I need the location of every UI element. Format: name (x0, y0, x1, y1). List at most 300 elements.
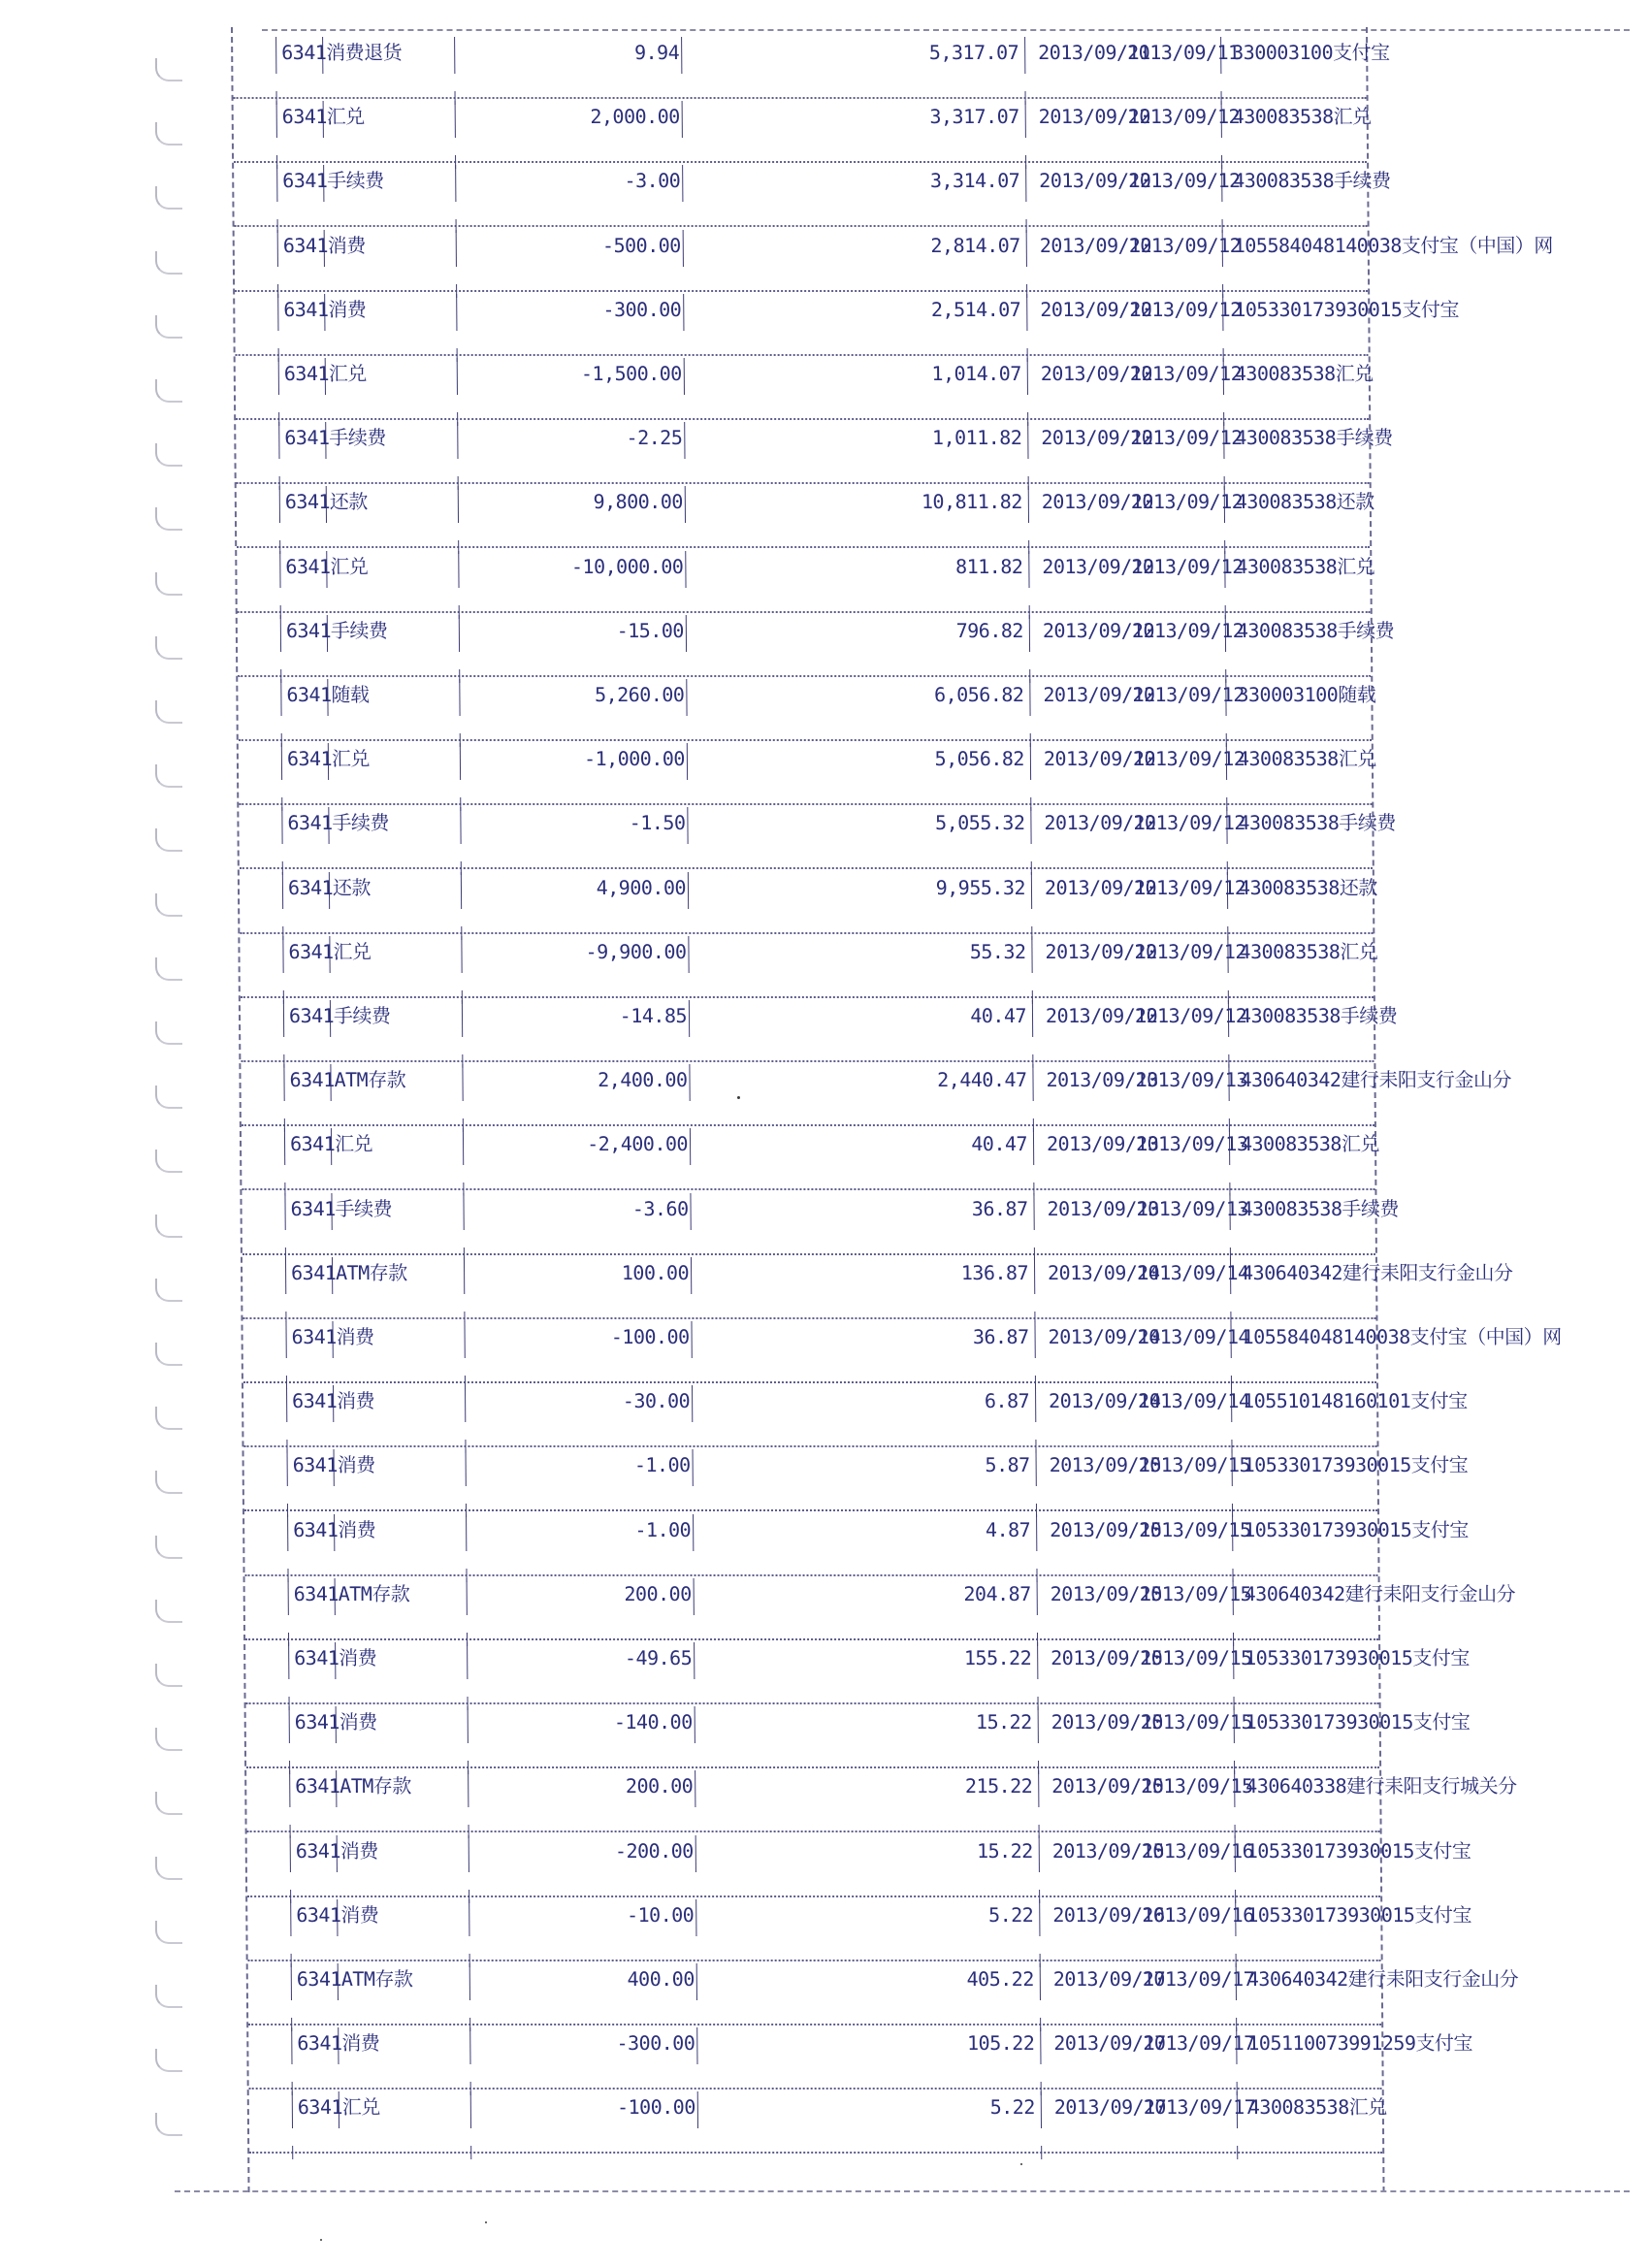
balance: 5.87 (985, 1453, 1030, 1477)
column-separator (284, 1193, 285, 1230)
ledger-row (235, 226, 1553, 292)
column-separator (1026, 230, 1027, 267)
amount: 4,900.00 (596, 875, 687, 899)
column-separator (282, 936, 283, 973)
amount: -3.60 (631, 1196, 689, 1220)
transaction-date: 2013/09/15 (1051, 1710, 1164, 1734)
posting-date: 2013/09/12 (1133, 875, 1246, 899)
account-code: 6341 (288, 1004, 335, 1027)
ledger-row (239, 803, 1396, 869)
balance: 136.87 (960, 1260, 1029, 1284)
balance: 10,811.82 (921, 490, 1022, 514)
amount: 200.00 (624, 1581, 692, 1605)
description: 430640342建行耒阳支行金山分 (1241, 1260, 1513, 1284)
transaction-type: 手续费 (329, 426, 386, 450)
account-code: 6341 (286, 683, 332, 706)
transaction-date: 2013/09/13 (1047, 1196, 1160, 1220)
ledger-row (248, 2024, 1473, 2090)
column-separator (1030, 807, 1031, 844)
column-separator (1027, 358, 1028, 395)
description: 430083538汇兑 (1237, 747, 1376, 771)
column-separator (289, 1770, 290, 1807)
amount: -1,500.00 (580, 362, 682, 385)
description: 105330173930015支付宝 (1246, 1902, 1472, 1927)
feed-hole (155, 122, 182, 146)
description: 430640342建行耒阳支行金山分 (1246, 1967, 1519, 1991)
transaction-type: 汇兑 (328, 362, 367, 385)
ledger-row (242, 1317, 1562, 1383)
amount: -2,400.00 (587, 1132, 689, 1156)
transaction-date: 2013/09/12 (1042, 618, 1155, 642)
column-separator (285, 1257, 286, 1294)
feed-hole (155, 1343, 182, 1366)
column-separator (1031, 872, 1032, 909)
amount: -1.00 (633, 1453, 691, 1477)
balance: 6.87 (984, 1389, 1030, 1413)
column-separator (682, 165, 683, 202)
posting-date: 2013/09/13 (1135, 1068, 1248, 1092)
transaction-date: 2013/09/14 (1049, 1389, 1161, 1413)
description: 430083538手续费 (1239, 1004, 1398, 1027)
feed-hole (155, 507, 182, 531)
description: 330003100随载 (1237, 683, 1376, 706)
description: 430640342建行耒阳支行金山分 (1240, 1068, 1511, 1092)
transaction-type: 还款 (329, 490, 368, 514)
transaction-type: 手续费 (332, 811, 390, 835)
account-code: 6341 (284, 490, 331, 514)
column-separator (281, 807, 282, 844)
column-separator (697, 2091, 698, 2128)
feed-hole (155, 186, 182, 210)
transaction-date: 2013/09/15 (1050, 1581, 1163, 1605)
account-code: 6341 (296, 1967, 342, 1991)
posting-date: 2013/09/15 (1140, 1646, 1252, 1669)
ledger-row (244, 1510, 1469, 1576)
amount: -1.00 (634, 1517, 692, 1541)
transaction-date: 2013/09/15 (1051, 1774, 1164, 1798)
feed-hole (155, 1150, 182, 1173)
column-separator (282, 872, 283, 909)
account-code: 6341 (291, 1325, 337, 1348)
column-separator (1034, 1321, 1035, 1358)
amount: 9.94 (633, 41, 680, 64)
amount: -100.00 (610, 1325, 690, 1348)
feed-hole (155, 828, 182, 852)
account-code: 6341 (283, 362, 330, 385)
posting-date: 2013/09/14 (1138, 1389, 1250, 1413)
column-separator (690, 1193, 691, 1230)
column-separator (284, 1128, 285, 1165)
column-separator (1032, 1064, 1033, 1101)
balance: 40.47 (971, 1132, 1028, 1156)
column-separator (280, 615, 281, 652)
ledger-row (246, 1702, 1471, 1768)
balance: 1,014.07 (931, 362, 1021, 385)
description: 430083538手续费 (1238, 811, 1396, 835)
balance: 2,814.07 (930, 233, 1020, 257)
transaction-type: 汇兑 (326, 105, 365, 129)
transaction-date: 2013/09/14 (1047, 1260, 1160, 1284)
balance: 5,055.32 (935, 811, 1025, 835)
transaction-date: 2013/09/14 (1048, 1325, 1161, 1348)
amount: -300.00 (602, 297, 682, 321)
column-separator (276, 101, 277, 138)
description: 330003100支付宝 (1232, 41, 1390, 64)
transaction-type: 汇兑 (333, 939, 372, 963)
description: 430083538手续费 (1235, 426, 1393, 450)
feed-hole (155, 379, 182, 403)
amount: 5,260.00 (594, 683, 685, 706)
column-separator (691, 1321, 692, 1358)
description: 430083538还款 (1235, 490, 1374, 514)
description: 105584048140038支付宝（中国）网 (1233, 233, 1553, 257)
column-separator (689, 1064, 690, 1101)
balance: 5,317.07 (928, 41, 1019, 64)
posting-date: 2013/09/12 (1128, 233, 1242, 257)
transaction-ledger (231, 27, 1562, 2192)
feed-hole (155, 572, 182, 596)
column-separator (277, 230, 278, 267)
tractor-feed-holes (155, 39, 213, 2154)
column-separator (278, 422, 279, 459)
column-separator (292, 2091, 293, 2128)
feed-hole (155, 957, 182, 981)
column-separator (1041, 2091, 1042, 2128)
description: 430083538汇兑 (1247, 2095, 1387, 2120)
description: 105330173930015支付宝 (1234, 297, 1460, 321)
transaction-date: 2013/09/12 (1041, 490, 1154, 514)
column-separator (685, 551, 686, 588)
column-separator (287, 1514, 288, 1551)
transaction-type: 汇兑 (334, 1132, 373, 1156)
balance: 155.22 (963, 1646, 1032, 1669)
transaction-type: 汇兑 (331, 747, 371, 771)
amount: -500.00 (601, 233, 681, 257)
posting-date: 2013/09/12 (1128, 169, 1241, 193)
feed-hole (155, 1985, 182, 2008)
posting-date: 2013/09/15 (1138, 1453, 1251, 1477)
balance: 3,314.07 (929, 169, 1020, 193)
ledger-row (234, 97, 1372, 163)
transaction-date: 2013/09/17 (1052, 1967, 1166, 1991)
column-separator (1025, 101, 1026, 138)
column-separator (1040, 2027, 1041, 2064)
feed-hole (155, 1792, 182, 1815)
ledger-row (236, 354, 1374, 420)
posting-date: 2013/09/16 (1142, 1902, 1254, 1927)
transaction-type: ATM存款 (338, 1581, 410, 1605)
account-code: 6341 (283, 297, 329, 321)
ledger-row (245, 1574, 1516, 1640)
account-code: 6341 (293, 1581, 339, 1605)
ledger-row (240, 868, 1377, 934)
column-separator (1033, 1128, 1034, 1165)
account-code: 6341 (289, 1068, 335, 1092)
column-separator (276, 165, 277, 202)
account-code: 6341 (297, 2095, 343, 2120)
column-separator (1033, 1193, 1034, 1230)
transaction-date: 2013/09/17 (1053, 2031, 1166, 2056)
amount: 9,800.00 (593, 490, 683, 514)
description: 105510148160101支付宝 (1243, 1389, 1468, 1413)
feed-hole (155, 1471, 182, 1494)
balance: 36.87 (971, 1196, 1028, 1220)
scan-speck (485, 2221, 487, 2223)
column-separator (696, 2027, 697, 2064)
description: 430083538汇兑 (1236, 554, 1375, 578)
account-code: 6341 (285, 618, 332, 642)
feed-hole (155, 893, 182, 917)
column-separator (681, 37, 682, 74)
posting-date: 2013/09/15 (1141, 1774, 1253, 1798)
feed-hole (155, 2113, 182, 2136)
column-separator (281, 743, 282, 780)
description: 430083538手续费 (1236, 618, 1395, 642)
column-separator (290, 1899, 291, 1936)
column-separator (1029, 679, 1030, 716)
amount: -140.00 (613, 1710, 693, 1734)
description: 430083538汇兑 (1234, 362, 1374, 385)
column-separator (286, 1385, 287, 1422)
account-code: 6341 (282, 233, 329, 257)
amount: -200.00 (614, 1838, 694, 1863)
column-separator (688, 936, 689, 973)
ledger-row (242, 1253, 1513, 1319)
column-separator (1038, 1706, 1039, 1743)
posting-date: 2013/09/12 (1127, 105, 1241, 129)
posting-date: 2013/09/13 (1136, 1196, 1249, 1220)
feed-hole (155, 251, 182, 275)
feed-hole (155, 1921, 182, 1944)
ledger-row (237, 482, 1374, 548)
transaction-type: 随载 (331, 683, 370, 706)
balance: 40.47 (970, 1004, 1027, 1027)
column-separator (285, 1321, 286, 1358)
column-separator (1032, 1000, 1033, 1037)
amount: -1.50 (629, 811, 686, 835)
account-code: 6341 (281, 41, 327, 64)
ledger-row (238, 611, 1395, 677)
description: 430083538汇兑 (1240, 1132, 1380, 1156)
posting-date: 2013/09/14 (1136, 1260, 1249, 1284)
account-code: 6341 (295, 1838, 341, 1863)
posting-date: 2013/09/11 (1127, 41, 1240, 64)
ledger-row (241, 1060, 1511, 1126)
account-code: 6341 (282, 169, 328, 193)
balance: 796.82 (955, 618, 1023, 642)
transaction-date: 2013/09/12 (1040, 297, 1152, 321)
balance: 405.22 (966, 1967, 1034, 1991)
amount: -10.00 (626, 1902, 695, 1927)
column-separator (279, 551, 280, 588)
column-separator (290, 1835, 291, 1872)
amount: -15.00 (616, 618, 684, 642)
amount: -100.00 (616, 2095, 695, 2120)
posting-date: 2013/09/16 (1141, 1838, 1254, 1863)
feed-hole (155, 58, 182, 81)
posting-date: 2013/09/17 (1142, 1967, 1255, 1991)
column-separator (691, 1257, 692, 1294)
column-separator (685, 486, 686, 523)
transaction-date: 2013/09/11 (1038, 41, 1150, 64)
feed-hole (155, 1279, 182, 1302)
column-separator (693, 1449, 694, 1486)
ledger-row (247, 1831, 1471, 1897)
transaction-date: 2013/09/17 (1053, 2095, 1167, 2120)
column-separator (1030, 743, 1031, 780)
account-code: 6341 (295, 1774, 340, 1798)
transaction-date: 2013/09/12 (1045, 1004, 1158, 1027)
account-code: 6341 (292, 1453, 338, 1477)
description: 105330173930015支付宝 (1244, 1517, 1469, 1541)
posting-date: 2013/09/17 (1143, 2031, 1255, 2056)
column-separator (278, 358, 279, 395)
column-separator (289, 1706, 290, 1743)
column-separator (687, 743, 688, 780)
column-separator (1034, 1257, 1035, 1294)
transaction-type: 消费 (336, 1325, 374, 1348)
transaction-date: 2013/09/12 (1039, 169, 1151, 193)
description: 105330173930015支付宝 (1245, 1710, 1471, 1734)
account-code: 6341 (292, 1389, 338, 1413)
column-separator (682, 101, 683, 138)
balance: 15.22 (976, 1838, 1033, 1863)
column-separator (1036, 1514, 1037, 1551)
transaction-type: 手续费 (335, 1196, 393, 1220)
posting-date: 2013/09/12 (1133, 811, 1245, 835)
posting-date: 2013/09/12 (1129, 362, 1243, 385)
ledger-row (233, 33, 1390, 99)
column-separator (1028, 486, 1029, 523)
amount: -1,000.00 (583, 747, 686, 771)
column-separator (683, 230, 684, 267)
feed-hole (155, 2049, 182, 2072)
description: 430083538手续费 (1233, 169, 1391, 193)
column-separator (683, 294, 684, 331)
ledger-row (240, 932, 1378, 998)
transaction-type: 消费 (340, 1902, 379, 1927)
account-code: 6341 (286, 747, 333, 771)
transaction-type: 还款 (332, 875, 372, 899)
column-separator (291, 2027, 292, 2064)
column-separator (1031, 936, 1032, 973)
transaction-date: 2013/09/13 (1046, 1068, 1159, 1092)
account-code: 6341 (287, 875, 334, 899)
transaction-date: 2013/09/12 (1043, 747, 1156, 771)
amount: -10,000.00 (570, 554, 684, 578)
column-separator (1037, 1578, 1038, 1615)
feed-hole (155, 443, 182, 467)
feed-hole (155, 1085, 182, 1109)
transaction-date: 2013/09/12 (1044, 875, 1157, 899)
description: 105330173930015支付宝 (1243, 1453, 1469, 1477)
transaction-date: 2013/09/12 (1045, 939, 1157, 963)
posting-date: 2013/09/12 (1132, 747, 1245, 771)
transaction-type: ATM存款 (335, 1260, 407, 1284)
column-separator (279, 486, 280, 523)
balance: 9,955.32 (935, 875, 1026, 899)
balance: 5,056.82 (934, 747, 1025, 771)
description: 430083538汇兑 (1239, 939, 1378, 963)
balance: 105.22 (966, 2031, 1035, 2056)
transaction-date: 2013/09/15 (1051, 1646, 1163, 1669)
column-separator (277, 294, 278, 331)
column-separator (686, 615, 687, 652)
amount: 100.00 (621, 1260, 690, 1284)
column-separator (275, 37, 276, 74)
column-separator (1039, 1899, 1040, 1936)
posting-date: 2013/09/12 (1130, 490, 1244, 514)
feed-hole (155, 1664, 182, 1687)
transaction-date: 2013/09/12 (1044, 811, 1156, 835)
transaction-type: 消费退货 (326, 41, 403, 64)
description: 430640342建行耒阳支行金山分 (1244, 1581, 1516, 1605)
posting-date: 2013/09/12 (1131, 618, 1245, 642)
transaction-date: 2013/09/12 (1042, 554, 1154, 578)
transaction-type: 消费 (339, 1646, 377, 1669)
feed-hole (155, 315, 182, 339)
ledger-row (235, 290, 1460, 356)
feed-hole (155, 764, 182, 788)
column-separator (690, 1128, 691, 1165)
account-code: 6341 (285, 554, 331, 578)
ledger-row (248, 1960, 1519, 2025)
column-separator (686, 679, 687, 716)
column-separator (288, 1578, 289, 1615)
transaction-type: 消费 (337, 1389, 375, 1413)
feed-hole (155, 1728, 182, 1751)
column-separator (695, 1899, 696, 1936)
amount: -14.85 (619, 1004, 688, 1027)
posting-date: 2013/09/15 (1139, 1581, 1252, 1605)
transaction-date: 2013/09/12 (1038, 105, 1151, 129)
column-separator (280, 679, 281, 716)
column-separator (283, 1000, 284, 1037)
column-separator (1028, 551, 1029, 588)
transaction-type: ATM存款 (334, 1068, 406, 1092)
posting-date: 2013/09/12 (1134, 1004, 1247, 1027)
ledger-row (246, 1766, 1517, 1832)
account-code: 6341 (290, 1260, 337, 1284)
description: 430083538汇兑 (1232, 105, 1372, 129)
transaction-type: 汇兑 (330, 554, 369, 578)
account-code: 6341 (281, 105, 327, 129)
account-code: 6341 (294, 1710, 340, 1734)
amount: -30.00 (622, 1389, 691, 1413)
description: 105584048140038支付宝（中国）网 (1242, 1325, 1562, 1348)
column-separator (684, 422, 685, 459)
scan-speck (320, 2239, 322, 2241)
ledger-row (249, 2088, 1387, 2154)
amount: -9,900.00 (585, 939, 687, 963)
description: 430640338建行耒阳支行城关分 (1245, 1774, 1517, 1798)
transaction-type: 消费 (339, 1710, 377, 1734)
scan-speck (1020, 2163, 1022, 2165)
posting-date: 2013/09/12 (1130, 426, 1243, 450)
transaction-date: 2013/09/12 (1040, 362, 1153, 385)
account-code: 6341 (296, 1902, 341, 1927)
transaction-type: ATM存款 (340, 1774, 411, 1798)
account-code: 6341 (297, 2031, 342, 2056)
description: 105330173930015支付宝 (1245, 1838, 1471, 1863)
column-separator (1036, 1449, 1037, 1486)
posting-date: 2013/09/12 (1134, 939, 1246, 963)
transaction-date: 2013/09/12 (1039, 233, 1152, 257)
balance: 2,514.07 (930, 297, 1021, 321)
transaction-type: 消费 (328, 297, 367, 321)
posting-date: 2013/09/12 (1131, 554, 1244, 578)
ledger-row (236, 418, 1393, 484)
